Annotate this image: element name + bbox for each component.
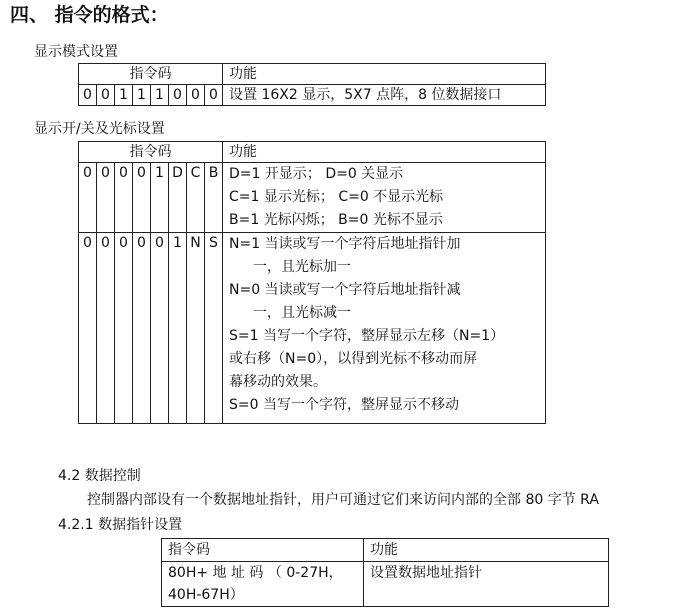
bit-4: 1 bbox=[133, 85, 151, 106]
table2-row1-function bbox=[223, 163, 546, 233]
section42-text: 控制器内部设有一个数据地址指针，用户可通过它们来访问内部的全部 80 字节 RA bbox=[87, 492, 599, 508]
bit: 0 bbox=[97, 233, 115, 424]
bit: 0 bbox=[115, 233, 133, 424]
bit: N bbox=[187, 233, 205, 424]
bit: 0 bbox=[115, 163, 133, 233]
function-line: S=0 当写一个字符，整屏显示不移动 bbox=[229, 397, 459, 413]
bit: 0 bbox=[133, 233, 151, 424]
bit-7: 0 bbox=[79, 85, 97, 106]
function-line: S=1 当写一个字符，整屏显示左移（N=1） bbox=[229, 328, 505, 344]
display-mode-table bbox=[78, 63, 546, 106]
table3-code bbox=[162, 562, 364, 607]
table1-header-code: 指令码 bbox=[79, 64, 223, 85]
function-line: 一，且光标加一 bbox=[253, 259, 351, 275]
bit-2: 0 bbox=[169, 85, 187, 106]
section-heading: 四、 指令的格式： bbox=[10, 4, 169, 26]
bit: 0 bbox=[97, 163, 115, 233]
function-line: 一，且光标减一 bbox=[253, 305, 351, 321]
bit-3: 1 bbox=[151, 85, 169, 106]
bit: C bbox=[187, 163, 205, 233]
function-line: 幕移动的效果。 bbox=[229, 374, 327, 390]
function-line: N=1 当读或写一个字符后地址指针加 bbox=[229, 236, 461, 252]
display-cursor-table bbox=[78, 141, 546, 424]
bit-1: 0 bbox=[187, 85, 205, 106]
bit: S bbox=[205, 233, 223, 424]
table1-header-function: 功能 bbox=[223, 64, 546, 85]
bit-0: 0 bbox=[205, 85, 223, 106]
function-line: N=0 当读或写一个字符后地址指针减 bbox=[229, 282, 461, 298]
section1-title: 显示模式设置 bbox=[34, 44, 118, 60]
table3-function: 设置数据地址指针 bbox=[364, 562, 609, 607]
section2-title: 显示开/关及光标设置 bbox=[34, 121, 165, 137]
code-line: 80H+ 地 址 码 （ 0-27H， bbox=[168, 565, 343, 581]
bit: 0 bbox=[151, 233, 169, 424]
table1-function: 设置 16X2 显示，5X7 点阵，8 位数据接口 bbox=[223, 85, 546, 106]
section421-title: 4.2.1 数据指针设置 bbox=[58, 517, 183, 533]
function-line: 或右移（N=0），以得到光标不移动而屏 bbox=[229, 351, 478, 367]
bit: 0 bbox=[79, 163, 97, 233]
bit: B bbox=[205, 163, 223, 233]
table2-header-function: 功能 bbox=[223, 142, 546, 163]
function-line: B=1 光标闪烁； B=0 光标不显示 bbox=[229, 212, 443, 228]
table2-header-code: 指令码 bbox=[79, 142, 223, 163]
data-pointer-table bbox=[161, 538, 609, 607]
bit: 0 bbox=[79, 233, 97, 424]
table2-row2-function bbox=[223, 233, 546, 424]
code-line: 40H-67H） bbox=[168, 587, 244, 603]
bit-6: 0 bbox=[97, 85, 115, 106]
bit: 1 bbox=[169, 233, 187, 424]
function-line: C=1 显示光标； C=0 不显示光标 bbox=[229, 189, 444, 205]
section42-title: 4.2 数据控制 bbox=[58, 468, 141, 484]
table3-header-code: 指令码 bbox=[162, 539, 364, 562]
bit: 1 bbox=[151, 163, 169, 233]
function-line: D=1 开显示； D=0 关显示 bbox=[229, 166, 404, 182]
bit-5: 1 bbox=[115, 85, 133, 106]
bit: D bbox=[169, 163, 187, 233]
table3-header-function: 功能 bbox=[364, 539, 609, 562]
bit: 0 bbox=[133, 163, 151, 233]
